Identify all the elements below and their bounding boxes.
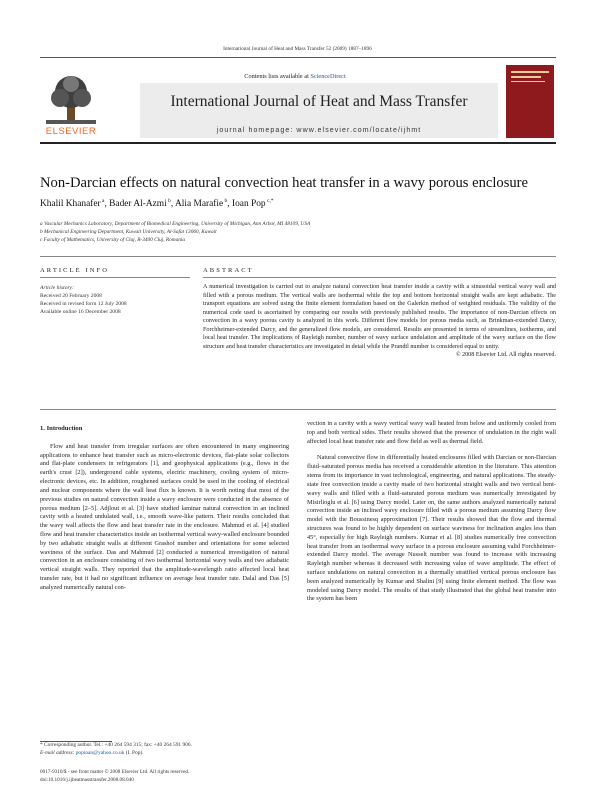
sciencedirect-link[interactable]: ScienceDirect — [310, 73, 346, 80]
abstract-copyright: © 2008 Elsevier Ltd. All rights reserved. — [455, 352, 556, 359]
author-affiliation-mark: b — [166, 198, 171, 204]
body-paragraph: Natural convective flow in differentially heated enclosures filled with Darcian or non-Darcian fluid–saturated porous media has received a considerable attention in the literature. This attention stems from its importance in vast technological, engineering, and natural applications. The steady-state free convection inside a cavity made of two horizontal straight walls and two vertical bent-wavy walls and filled with a fluid-saturated porous medium was numerically investigated by Misirlioglu et al. [6] using Darcy model. Later on, the same authors analyzed numerically natural convection inside an inclined wavy enclosure filled with a porous medium assuming Darcy flow model with the Boussinesq approximation [7]. Their results showed that the flow and thermal structures was found to be highly dependent on surface waviness for inclination angles less than 45°, especially for high Rayleigh numbers. Kumar et al. [8] studies numerically free convection heat transfer from an isothermal wavy surface in a porous enclosure assuming valid Forchheimer-extended Darcy model. The average Nusselt number was found to increase with increasing Rayleigh number whereas it decreased with increasing value of wave amplitude. The effect of surface undulations on natural convection in a thermally stratified vertical porous enclosure has been analyzed numerically by Kumar and Shalini [9] using finite element method. The flow was modeled using Darcy model. The results of that study illustrated that the global heat transfer into the system has been — [307, 454, 556, 603]
online-date: Available online 16 December 2008 — [40, 309, 121, 315]
affiliation-rule — [40, 256, 556, 257]
header-top-rule — [40, 57, 556, 58]
abstract-heading: ABSTRACT — [203, 267, 254, 274]
corresponding-author-footnote: * Corresponding author. Tel.: +40 264 594 315; fax: +40 264 591 906. — [40, 742, 192, 748]
abstract-bottom-rule — [40, 409, 556, 410]
journal-title: International Journal of Heat and Mass Transfer — [170, 93, 468, 110]
email-label: E-mail address: — [40, 750, 76, 756]
abstract-text: A numerical investigation is carried out to analyze natural convection heat transfer inside a cavity with a sinusoidal vertical wavy wall and filled with a porous medium. The vertical walls are isothermal while the top and bottom horizontal straight walls are kept adiabatic. The transport equations are solved using the finite element formulation based on the Galerkin method of weighted residuals. The validity of the numerical code used is ascertained by comparing our results with previously published results. The importance of non-Darcian effects on convection in a wavy porous cavity is analyzed in this work. Different flow models for porous media such, as Brinkman-extended Darcy, Forchheimer-extended Darcy, and the generalized flow models, are considered. Results are presented in terms of streamlines, isotherms, and local heat transfer. The implications of Rayleigh number, number of wavy surface undulation and amplitude of the wavy surface on the flow structure and heat transfer characteristics are investigated in detail while the Prandtl number is considered equal to unity. — [203, 284, 556, 350]
body-column-left — [40, 425, 289, 593]
abstract-body — [203, 283, 556, 360]
paper-title: Non-Darcian effects on natural convection heat transfer in a wavy porous enclosure — [40, 175, 529, 191]
article-info-heading: ARTICLE INFO — [40, 267, 110, 274]
contents-prefix: Contents lists available at — [244, 73, 311, 80]
body-column-right — [307, 420, 556, 604]
contents-availability — [150, 73, 440, 80]
article-history — [40, 284, 190, 316]
header-bottom-rule — [40, 142, 556, 144]
journal-reference: International Journal of Heat and Mass Transfer 52 (2009) 1887–1896 — [223, 46, 372, 52]
author-name: Bader Al-Azmi — [109, 199, 167, 210]
received-date: Received 20 February 2008 — [40, 293, 102, 299]
affiliation: b Mechanical Engineering Department, Kuwait University, Al-Safat 13060, Kuwait — [40, 229, 217, 235]
email-link[interactable]: popioan@yahoo.co.uk — [75, 750, 125, 756]
body-paragraph: vection in a cavity with a wavy vertical wavy wall heated from below and uniformly cooled from top and both vertical sides. Their results showed that the presence of undulation in the right wall affected local heat transfer rate and flow field as well as thermal field. — [307, 420, 556, 445]
homepage-prefix: journal homepage: — [216, 127, 297, 134]
author-affiliation-mark: b — [223, 198, 228, 204]
author-name: Alia Marafie — [175, 199, 224, 210]
affiliation: a Vascular Mechanics Laboratory, Department of Biomedical Engineering, University of Michigan, Ann Arbor, MI 48109, USA — [40, 221, 311, 227]
author-name: Khalil Khanafer — [40, 199, 101, 210]
affiliation: c Faculty of Mathematics, University of Cluj, R-3400 Cluj, Romania — [40, 237, 186, 243]
author-name: Ioan Pop — [231, 199, 266, 210]
journal-homepage — [140, 127, 498, 134]
homepage-url[interactable]: www.elsevier.com/locate/ijhmt — [296, 127, 422, 134]
publisher-logo-text: ELSEVIER — [45, 126, 97, 137]
journal-cover-thumbnail — [506, 65, 554, 138]
revised-date: Received in revised form 12 July 2008 — [40, 301, 127, 307]
author-list: Khalil Khanafer $^a$, Bader Al-Azmi $^b$, Alia Marafie $^b$, Ioan Pop $^{c,*}$ — [40, 198, 274, 210]
article-info-rule — [40, 277, 190, 278]
abstract-rule — [203, 277, 556, 278]
email-suffix: (I. Pop). — [124, 750, 144, 756]
email-footnote — [40, 750, 300, 758]
history-label: Article history: — [40, 285, 75, 291]
doi-line: doi:10.1016/j.ijheatmasstransfer.2008.08.040 — [40, 777, 134, 783]
issn-line: 0017-9310/$ - see front matter © 2008 Elsevier Ltd. All rights reserved. — [40, 769, 190, 775]
body-paragraph: Flow and heat transfer from irregular surfaces are often encountered in many engineering applications to enhance heat transfer such as micro-electronic devices, flat-plate solar collectors and flat-plate condensers in refrigerators [1], and geophysical applications (e.g., flows in the earth's crust [2]), underground cable systems, electric machinery, cooling system of micro-electronic devices, etc. In addition, roughened surfaces could be used in the cooling of electrical and nuclear components where the wall heat flux is known. It is worth noting that most of the previous studies on natural convection inside a wavy enclosure were conducted in the absence of porous medium [2–5]. Adjlout et al. [3] have studied laminar natural convection in an inclined cavity with a heated undulated wall, i.e., smooth wave-like pattern. Their results concluded that the wavy wall affects the flow and heat transfer rate in the enclosure. Mahmud et al. [4] studied flow and heat transfer characteristics inside an isothermal vertical wavy-walled enclosure bounded by two adiabatic straight walls at different Grashof number and orientations for some selected waviness of the surface. Das and Mahmud [2] conducted a numerical investigation of natural convection in an enclosure consisting of two isothermal horizontal wavy walls and two adiabatic vertical straight walls. They reported that the amplitude-wavelength ratio affected local heat transfer rate, but it had no significant influence on average heat transfer rate. Dalal and Das [5] analyzed numerically natural con- — [40, 442, 289, 591]
author-affiliation-mark: c,* — [265, 198, 274, 204]
section-heading: 1. Introduction — [40, 425, 83, 432]
author-affiliation-mark: a — [100, 198, 105, 204]
